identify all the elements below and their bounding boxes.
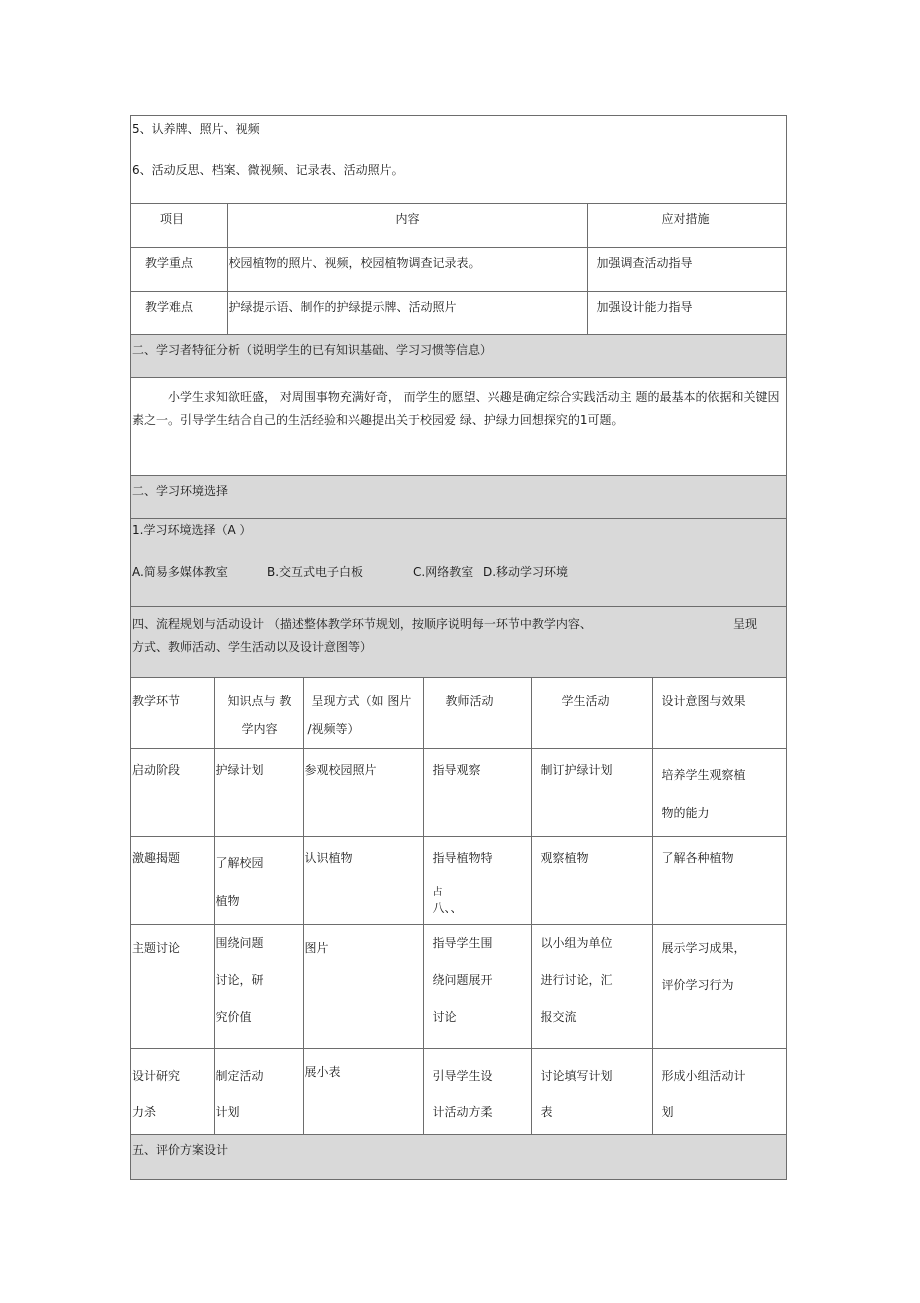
env-heading-row — [131, 475, 786, 518]
flow-table-block — [131, 677, 786, 1134]
flow-header-student: 学生活动 — [531, 678, 652, 748]
flow-cell-teacher: 指导观察 — [423, 748, 531, 836]
flow-cell-stage: 设计研究 力杀 — [131, 1048, 214, 1135]
flow-cell-teacher: 指导学生围 绕问题展开 讨论 — [423, 924, 531, 1048]
env-option-b: B.交互式电子白板 — [267, 565, 364, 579]
flow-heading-line1: 四、流程规划与活动设计 （描述整体教学环节规划，按顺序说明每一环节中教学内容、 — [132, 617, 592, 631]
learner-body-row — [131, 377, 786, 475]
focus-row-item: 教学难点 — [131, 291, 227, 335]
flow-heading-line2: 方式、教师活动、学生活动以及设计意图等） — [132, 640, 373, 654]
flow-header-intent: 设计意图与效果 — [652, 678, 786, 748]
env-option-a: A.简易多媒体教室 — [132, 565, 228, 579]
env-options-row — [131, 518, 786, 606]
flow-heading-tail: 呈现 — [733, 617, 758, 631]
focus-table-block — [131, 203, 786, 334]
focus-row-content: 护绿提示语、制作的护绿提示牌、活动照片 — [227, 291, 587, 335]
materials-line-6: 6、活动反思、档案、微视频、记录表、活动照片。 — [132, 163, 404, 177]
flow-cell-knowledge: 围绕问题 讨论，研 究价值 — [214, 924, 303, 1048]
flow-cell-presentation: 参观校园照片 — [303, 748, 423, 836]
focus-row-item: 教学重点 — [131, 247, 227, 291]
flow-cell-knowledge: 护绿计划 — [214, 748, 303, 836]
env-heading: 二、学习环境选择 — [132, 484, 229, 498]
flow-cell-student: 观察植物 — [531, 836, 652, 924]
flow-cell-student: 制订护绿计划 — [531, 748, 652, 836]
flow-header-teacher: 教师活动 — [423, 678, 531, 748]
learner-heading: 二、学习者特征分析（说明学生的已有知识基础、学习习惯等信息） — [132, 343, 493, 357]
flow-cell-presentation: 认识植物 — [303, 836, 423, 924]
flow-cell-student: 以小组为单位 进行讨论，汇 报交流 — [531, 924, 652, 1048]
flow-cell-stage: 启动阶段 — [131, 748, 214, 836]
eval-heading: 五、评价方案设计 — [132, 1143, 229, 1157]
flow-cell-knowledge: 了解校园 植物 — [214, 836, 303, 924]
learner-heading-row — [131, 334, 786, 377]
learner-body: 小学生求知欲旺盛， 对周围事物充满好奇， 而学生的愿望、兴趣是确定综合实践活动主 题的最基本的依据和关键因素之一。引导学生结合自己的生活经验和兴趣提出关于校园爱 绿、护绿力回想探究的1可题。 — [132, 390, 780, 427]
flow-cell-intent: 形成小组活动计 划 — [652, 1048, 786, 1135]
focus-row-measure: 加强调查活动指导 — [587, 247, 786, 291]
focus-header-item: 项目 — [160, 212, 185, 226]
flow-header-presentation: 呈现方式（如 图片 /视频等） — [303, 678, 423, 748]
flow-cell-knowledge: 制定活动 计划 — [214, 1048, 303, 1135]
flow-cell-presentation: 图片 — [303, 924, 423, 1048]
materials-line-5: 5、认养牌、照片、视频 — [132, 122, 260, 136]
focus-header-measure: 应对措施 — [587, 204, 786, 247]
flow-cell-stage: 激趣揭题 — [131, 836, 214, 924]
focus-table — [131, 204, 786, 335]
materials-block — [131, 115, 786, 203]
flow-cell-teacher: 引导学生设 计活动方柔 — [423, 1048, 531, 1135]
focus-row-measure: 加强设计能力指导 — [587, 291, 786, 335]
flow-heading-row — [131, 606, 786, 677]
env-question: 1.学习环境选择（A ） — [132, 523, 252, 537]
flow-table — [131, 678, 786, 1135]
eval-heading-row — [131, 1134, 786, 1179]
env-option-c: C.网络教室 — [413, 565, 474, 579]
flow-cell-presentation: 展小表 — [303, 1048, 423, 1135]
flow-cell-student: 讨论填写计划 表 — [531, 1048, 652, 1135]
focus-header-content: 内容 — [227, 204, 587, 247]
flow-header-stage: 教学环节 — [132, 694, 181, 708]
lesson-plan-document — [130, 115, 787, 1180]
flow-cell-intent: 培养学生观察植 物的能力 — [652, 748, 786, 836]
flow-cell-teacher: 指导植物特 占 八、、 — [423, 836, 531, 924]
flow-header-knowledge: 知识点与 教 学内容 — [214, 678, 303, 748]
flow-cell-stage: 主题讨论 — [131, 924, 214, 1048]
flow-cell-intent: 展示学习成果， 评价学习行为 — [652, 924, 786, 1048]
env-option-d: D.移动学习环境 — [483, 565, 569, 579]
focus-row-content: 校园植物的照片、视频，校园植物调查记录表。 — [227, 247, 587, 291]
flow-cell-intent: 了解各种植物 — [652, 836, 786, 924]
